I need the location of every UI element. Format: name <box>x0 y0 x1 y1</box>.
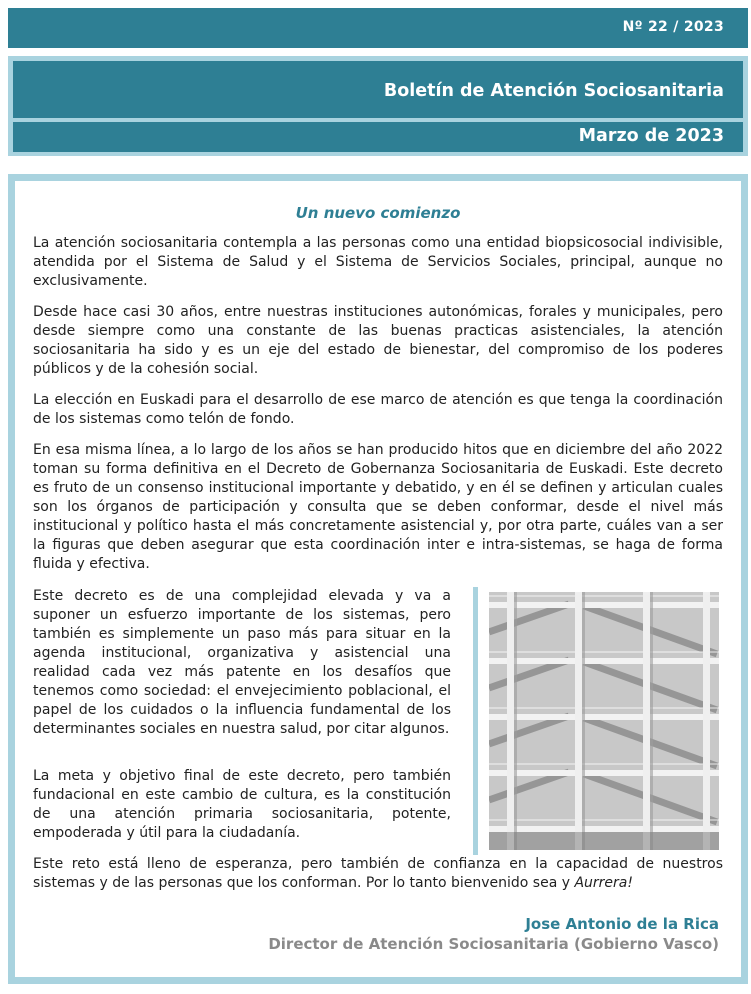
issue-bar <box>8 8 748 48</box>
paragraph-1: La atención sociosanitaria contempla a las personas como una entidad biopsicosocial indivisible, atendida por el Sistema de Salud y el Sistema de Servicios Sociales, principal, aunque no exclusivamente. <box>33 235 723 289</box>
article-body <box>15 181 741 977</box>
paragraph-6: La meta y objetivo final de este decreto, pero también fundacional en este cambio de cultura, es la constitución de una atención primaria sociosanitaria, potente, empoderada y útil para la ciudadanía. <box>33 768 451 841</box>
paragraph-2: Desde hace casi 30 años, entre nuestras instituciones autonómicas, forales y municipales, pero desde siempre como una constante de las buenas practicas asistenciales, la atención sociosanitaria ha sido y es un eje del estado de bienestar, del compromiso de los poderes públicos y de la cohesión social. <box>33 304 723 377</box>
header-date-band <box>13 122 743 152</box>
article-frame <box>8 174 748 984</box>
signature-role: Director de Atención Sociosanitaria (Gobierno Vasco) <box>268 935 719 953</box>
paragraph-5: Este decreto es de una complejidad elevada y va a suponer un esfuerzo importante de los sistemas, pero también es simplemente un paso más para situar en la agenda institucional, organizativa y asistencial una realidad cada vez más patente en los desafíos que tenemos como sociedad: el envejecimiento poblacional, el papel de los cuidados o la influencia fundamental de los determinantes sociales en nuestra salud, por citar algunos. <box>33 588 451 737</box>
building-staircase-photo <box>489 592 719 850</box>
paragraph-3: La elección en Euskadi para el desarrollo de ese marco de atención es que tenga la coordinación de los sistemas como telón de fondo. <box>33 392 723 427</box>
photo-accent-rule <box>473 587 478 855</box>
paragraph-4: En esa misma línea, a lo largo de los años se han producido hitos que en diciembre del año 2022 toman su forma definitiva en el Decreto de Gobernanza Sociosanitaria de Euskadi. Este decreto es fruto de un consenso institucional importante y debatido, y en él se definen y articulan cuales son los órganos de participación y consulta que se deben conformar, desde el nivel más institucional y político hasta el más concretamente asistencial y, por otra parte, cuáles van a ser la figuras que deben asegurar que esta coordinación inter e intra-sistemas, se haga de forma fluida y efectiva. <box>33 442 723 572</box>
building-staircase-icon <box>489 592 719 850</box>
bulletin-title: Boletín de Atención Sociosanitaria <box>383 81 724 101</box>
signature-name: Jose Antonio de la Rica <box>525 915 719 933</box>
issue-number: Nº 22 / 2023 <box>622 19 724 35</box>
bulletin-header <box>8 56 748 156</box>
article-title: Un nuevo comienzo <box>295 204 461 222</box>
paragraph-7-text: Este reto está lleno de esperanza, pero también de confianza en la capacidad de nuestros sistemas y de las personas que los conforman. Por lo tanto bienvenido sea y <box>33 856 723 891</box>
paragraph-7 <box>33 855 723 893</box>
bulletin-date: Marzo de 2023 <box>578 126 724 146</box>
closing-word: Aurrera! <box>574 875 633 891</box>
header-title-band <box>13 61 743 118</box>
